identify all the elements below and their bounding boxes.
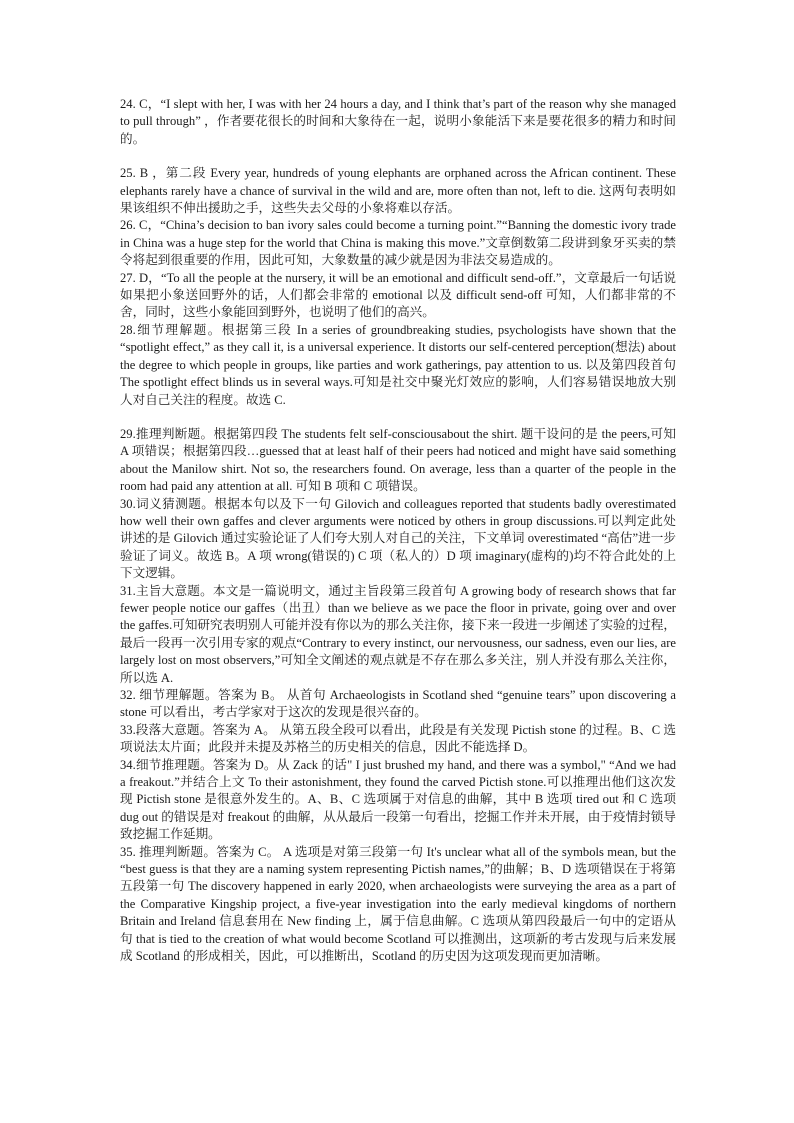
answer-35: 35. 推理判断题。答案为 C。 A 选项是对第三段第一句 It's unclear what all of the symbols mean, but the “best guess is that they are a naming system representing Pictish names,”的曲解；B、D 选项错误在于将第五段第一句 The discovery happened in early 2020, when archaeologists were surveying the area as a part of the Comparative Kingship project, a five-year investigation into the early medieval kingdoms of northern Britain and Ireland 信息套用在 New finding 上，属于信息曲解。C 选项从第四段最后一句中的定语从句 that is tied to the creation of what would become Scotland 可以推测出，这项新的考古发现与后来发展成 Scotland 的形成相关，因此，可以推断出，Scotland 的历史因为这项发现而更加清晰。	[120, 844, 676, 964]
answer-33: 33.段落大意题。答案为 A。 从第五段全段可以看出，此段是有关发现 Pictish stone 的过程。B、C 选项说法太片面；此段并未提及苏格兰的历史相关的信息，因此不能选择 D。	[120, 722, 676, 755]
answer-26: 26. C，“China’s decision to ban ivory sales could become a turning point.”“Banning the domestic ivory trade in China was a huge step for the world that China is making this move.”文章倒数第二段讲到象牙买卖的禁令将起到很重要的作用，因此可知，大象数量的减少就是因为非法交易造成的。	[120, 218, 676, 268]
answer-explanations	[120, 96, 676, 966]
answer-29: 29.推理判断题。根据第四段 The students felt self-consciousabout the shirt. 题干设问的是 the peers,可知 A 项错误；根据第四段…guessed that at least half of their peers had noticed and might have said something about the Manilow shirt. Not so, the researchers found. On average, less than a quarter of the people in the room had paid any attention at all. 可知 B 项和 C 项错误。	[120, 426, 676, 494]
answer-34: 34.细节推理题。答案为 D。从 Zack 的话" I just brushed my hand, and there was a symbol," “And we had a freakout.”并结合上文 To their astonishment, they found the carved Pictish stone.可以推理出他们这次发现 Pictish stone 是很意外发生的。A、B、C 选项属于对信息的曲解，其中 B 选项 tired out 和 C 选项 dug out 的错误是对 freakout 的曲解，从从最后一段第一句看出，挖掘工作并未开展，由于疫情封锁导致挖掘工作延期。	[120, 757, 676, 842]
answer-32: 32. 细节理解题。答案为 B。 从首句 Archaeologists in Scotland shed “genuine tears” upon discovering a stone 可以看出，考古学家对于这次的发现是很兴奋的。	[120, 688, 676, 720]
answer-31: 31.主旨大意题。本文是一篇说明文，通过主旨段第三段首句 A growing body of research shows that far fewer people notice our gaffes（出丑）than we believe as we pace the floor in private, going over and over the gaffes.可知研究表明别人可能并没有你以为的那么关注你，接下来一段进一步阐述了实验的过程，最后一段再一次引用专家的观点“Contrary to every instinct, our nervousness, our sadness, even our lies, are largely lost on most observers,”可知全文阐述的观点就是不存在那么多关注，别人并没有那么关注你，所以选 A.	[120, 583, 676, 685]
answer-30: 30.词义猜测题。根据本句以及下一句 Gilovich and colleagues reported that students badly overestimated how well their own gaffes and clever arguments were noticed by others in group discussions.可以判定此处讲述的是 Gilovich 通过实验论证了人们夸大别人对自己的关注，下文单词 overestimated “高估”进一步验证了词义。故选 B。A 项 wrong(错误的) C 项（私人的）D 项 imaginary(虚构的)均不符合此处的上下文逻辑。	[120, 496, 676, 581]
answer-28: 28.细节理解题。根据第三段 In a series of groundbreaking studies, psychologists have shown that the “spotlight effect,” as they call it, is a universal experience. It distorts our self-centered perception(想法) about the degree to which people in groups, like parties and work gatherings, pay attention to us. 以及第四段首句 The spotlight effect blinds us in several ways.可知是社交中聚光灯效应的影响，人们容易错误地放大别人对自己关注的程度。故选 C.	[120, 322, 676, 407]
answer-24: 24. C，“I slept with her, I was with her 24 hours a day, and I think that’s part of the reason why she managed to pull through” ，作者要花很长的时间和大象待在一起，说明小象能活下来是要花很多的精力和时间的。	[120, 97, 676, 146]
answer-27: 27. D，“To all the people at the nursery, it will be an emotional and difficult send-off.”，文章最后一句话说如果把小象送回野外的话，人们都会非常的 emotional 以及 difficult send-off 可知，人们都非常的不舍，同时，这些小象能回到野外，也说明了他们的高兴。	[120, 270, 676, 320]
answer-25: 25. B ，第二段 Every year, hundreds of young elephants are orphaned across the African continent. These elephants rarely have a chance of survival in the wild and are, more often than not, left to die. 这两句表明如果该组织不伸出援助之手，这些失去父母的小象将难以存活。	[120, 166, 676, 216]
